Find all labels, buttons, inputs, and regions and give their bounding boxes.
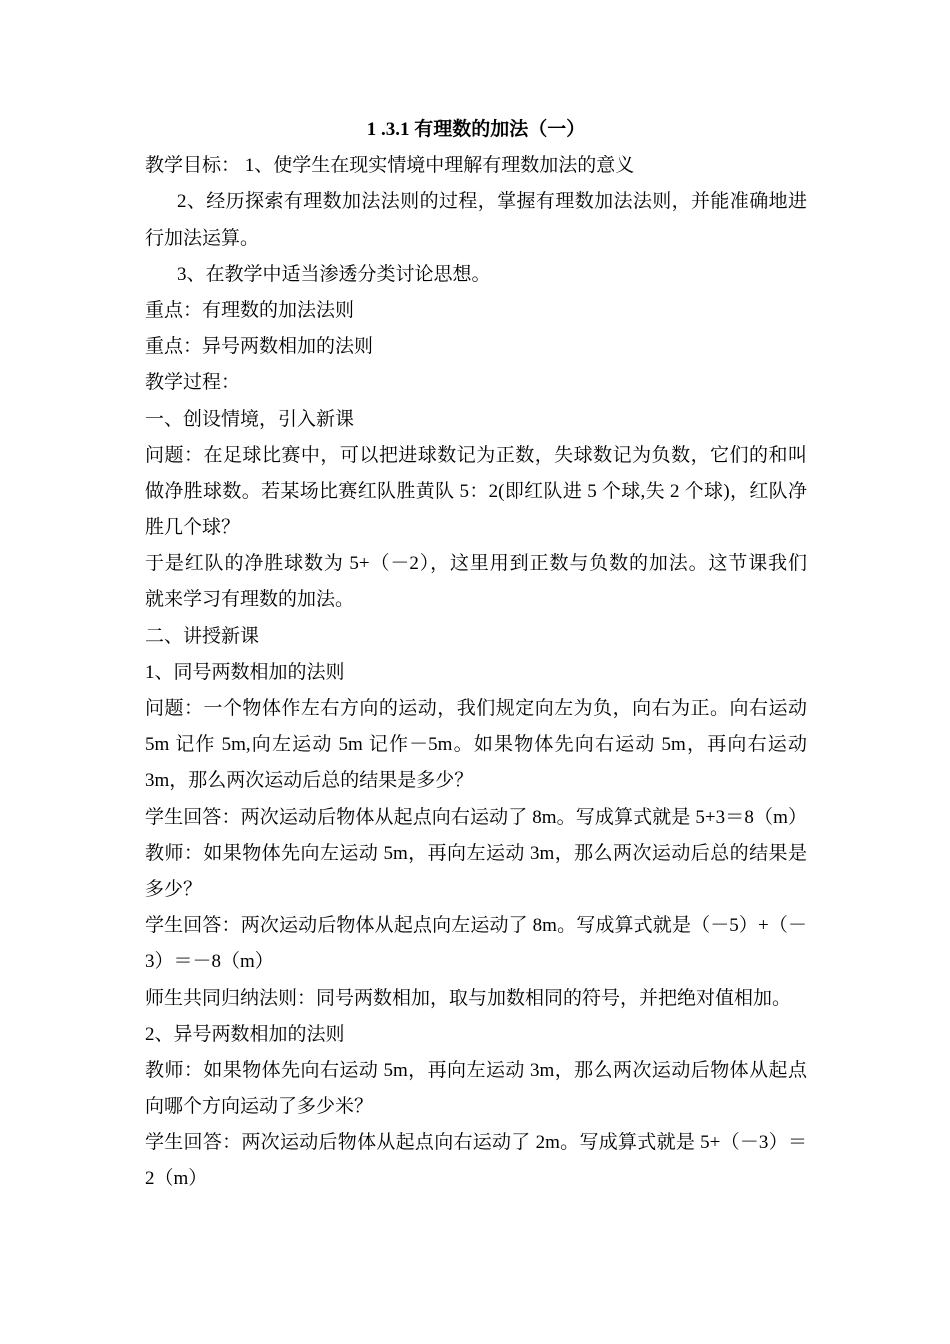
text-line: 3、在教学中适当渗透分类讨论思想。 bbox=[177, 263, 491, 285]
text-line: 问题：一个物体作左右方向的运动，我们规定向左为负，向右为正。向右运动 bbox=[145, 698, 807, 719]
text-line: 胜几个球？ bbox=[145, 517, 241, 539]
text-line: 3）＝－8（m） bbox=[145, 951, 274, 973]
text-line: 行加法运算。 bbox=[145, 227, 260, 249]
document-page bbox=[145, 112, 807, 1198]
text-line: 多少？ bbox=[145, 878, 203, 900]
text-line: 1、同号两数相加的法则 bbox=[145, 661, 345, 683]
document-body bbox=[145, 148, 807, 1197]
text-line: 重点：异号两数相加的法则 bbox=[145, 336, 374, 358]
text-line: 做净胜球数。若某场比赛红队胜黄队 5：2(即红队进 5 个球,失 2 个球)，红队净 bbox=[145, 480, 807, 502]
text-line: 教学过程： bbox=[145, 372, 241, 394]
text-line: 5m 记作 5m,向左运动 5m 记作－5m。如果物体先向右运动 5m，再向右运动 bbox=[145, 734, 807, 756]
text-line: 教师：如果物体先向右运动 5m，再向左运动 3m，那么两次运动后物体从起点 bbox=[145, 1059, 807, 1081]
text-line: 于是红队的净胜球数为 5+（－2），这里用到正数与负数的加法。这节课我们 bbox=[145, 553, 807, 575]
document-title: 1 .3.1 有理数的加法（一） bbox=[366, 119, 586, 140]
text-line: 师生共同归纳法则：同号两数相加，取与加数相同的符号，并把绝对值相加。 bbox=[145, 987, 792, 1009]
text-line: 学生回答：两次运动后物体从起点向右运动了 8m。写成算式就是 5+3＝8（m） bbox=[145, 806, 807, 828]
text-line: 教师：如果物体先向左运动 5m，再向左运动 3m，那么两次运动后总的结果是 bbox=[145, 842, 807, 864]
text-line: 二、讲授新课 bbox=[145, 625, 260, 647]
text-line: 问题：在足球比赛中，可以把进球数记为正数，失球数记为负数，它们的和叫 bbox=[145, 444, 807, 466]
text-line: 就来学习有理数的加法。 bbox=[145, 589, 355, 611]
text-line: 向哪个方向运动了多少米？ bbox=[145, 1096, 374, 1118]
text-line: 教学目标： 1、使学生在现实情境中理解有理数加法的意义 bbox=[145, 155, 635, 177]
text-line: 学生回答：两次运动后物体从起点向右运动了 2m。写成算式就是 5+（－3）＝ bbox=[145, 1132, 807, 1154]
text-line: 2、经历探索有理数加法法则的过程，掌握有理数加法法则，并能准确地进 bbox=[177, 191, 807, 213]
text-line: 3m，那么两次运动后总的结果是多少？ bbox=[145, 770, 474, 792]
text-line: 学生回答：两次运动后物体从起点向左运动了 8m。写成算式就是（－5）+（－ bbox=[145, 915, 807, 937]
text-line: 2、异号两数相加的法则 bbox=[145, 1023, 345, 1045]
text-line: 一、创设情境，引入新课 bbox=[145, 408, 355, 430]
text-line: 重点：有理数的加法法则 bbox=[145, 299, 355, 321]
text-line: 2（m） bbox=[145, 1168, 208, 1190]
